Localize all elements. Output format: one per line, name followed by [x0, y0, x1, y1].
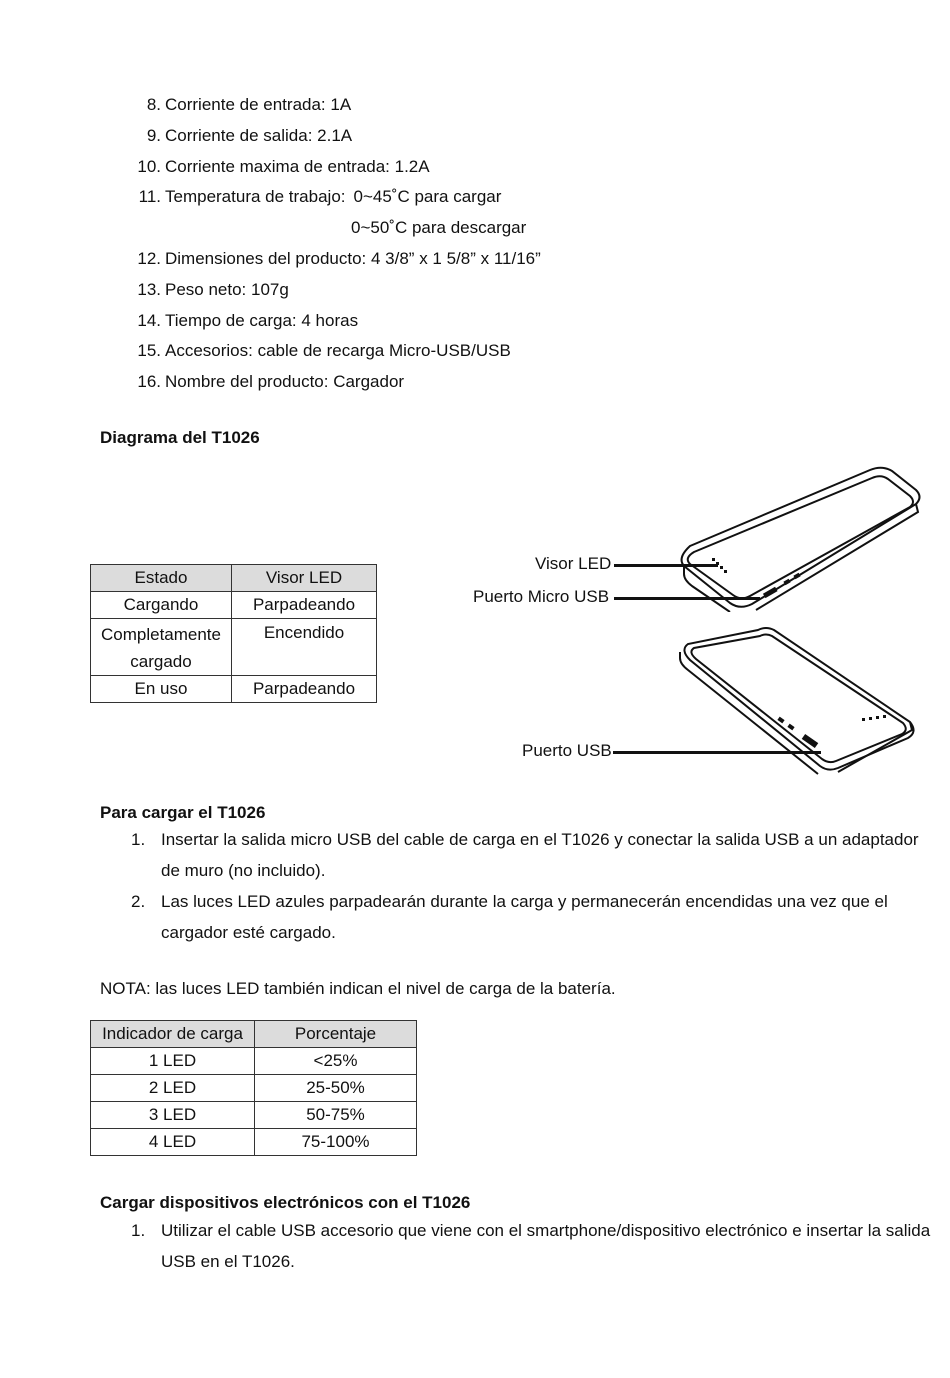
spec-item-continued [351, 218, 526, 238]
step-text: Utilizar el cable USB accesorio que viene con el smartphone/dispositivo electrónico e insertar la salida USB en el T1026. [161, 1221, 931, 1271]
spec-item [131, 372, 404, 392]
table-row [91, 676, 377, 703]
spec-number: 10. [137, 157, 161, 176]
table-cell: Cargando [91, 592, 232, 619]
spec-item [131, 157, 430, 177]
spec-item [131, 341, 511, 361]
diagram-heading: Diagrama del T1026 [100, 428, 260, 447]
spec-text: Corriente de salida: 2.1A [165, 126, 353, 145]
spec-item [131, 95, 351, 115]
step-text: Las luces LED azules parpadearán durante la carga y permanecerán encendidas una vez que el cargador esté cargado. [161, 892, 888, 942]
table-row [91, 1075, 417, 1102]
spec-item [131, 280, 289, 300]
table-row [91, 1129, 417, 1156]
table-cell: En uso [91, 676, 232, 703]
step-number: 2. [131, 892, 146, 911]
spec-text: Corriente de entrada: 1A [165, 95, 352, 114]
spec-text: Nombre del producto: Cargador [165, 372, 405, 391]
spec-number: 13. [137, 280, 161, 299]
table-cell: 75-100% [255, 1129, 417, 1156]
spec-text: Corriente maxima de entrada: 1.2A [165, 157, 430, 176]
table-cell: <25% [255, 1048, 417, 1075]
power-bank-top-illustration [670, 462, 930, 612]
table-cell: 25-50% [255, 1075, 417, 1102]
spec-text: Peso neto: 107g [165, 280, 289, 299]
callout-usb-port: Puerto USB [522, 741, 612, 760]
spec-item [131, 126, 352, 146]
table-row [91, 619, 377, 676]
spec-number: 14. [137, 311, 161, 330]
table-cell: 1 LED [91, 1048, 255, 1075]
charging-step [131, 824, 936, 886]
devices-step [131, 1215, 936, 1277]
spec-value: 0~50˚C para descargar [351, 218, 527, 237]
spec-text: Temperatura de trabajo: [165, 187, 346, 206]
table-cell: Completamente cargado [91, 619, 232, 676]
table-cell: 50-75% [255, 1102, 417, 1129]
table-cell: 2 LED [91, 1075, 255, 1102]
spec-number: 8. [146, 95, 161, 114]
table-cell: Parpadeando [232, 676, 377, 703]
status-table-header: Visor LED [232, 565, 377, 592]
table-row [91, 592, 377, 619]
table-cell: 4 LED [91, 1129, 255, 1156]
status-table [90, 564, 377, 703]
spec-number: 11. [138, 187, 161, 206]
step-text: Insertar la salida micro USB del cable de carga en el T1026 y conectar la salida USB a un adaptador de muro (no incluido). [161, 830, 919, 880]
table-cell: Parpadeando [232, 592, 377, 619]
callout-micro-usb-port: Puerto Micro USB [473, 587, 610, 606]
devices-heading: Cargar dispositivos electrónicos con el T1026 [100, 1193, 471, 1212]
charging-step [131, 886, 936, 948]
spec-text: Tiempo de carga: 4 horas [165, 311, 359, 330]
callout-leader-line [614, 564, 718, 567]
spec-item [131, 187, 501, 207]
table-row [91, 1048, 417, 1075]
step-number: 1. [131, 830, 146, 849]
level-table-header: Indicador de carga [91, 1021, 255, 1048]
spec-number: 9. [146, 126, 161, 145]
spec-item [131, 249, 541, 269]
table-cell: 3 LED [91, 1102, 255, 1129]
charge-level-table [90, 1020, 417, 1156]
callout-leader-line [614, 597, 760, 600]
callout-led-display: Visor LED [535, 554, 612, 573]
spec-value: 0~45˚C para cargar [353, 187, 502, 206]
step-number: 1. [131, 1221, 146, 1240]
callout-leader-line [613, 751, 821, 754]
table-cell: Encendido [232, 619, 377, 676]
spec-text: Accesorios: cable de recarga Micro-USB/USB [165, 341, 511, 360]
spec-number: 16. [137, 372, 161, 391]
charging-heading: Para cargar el T1026 [100, 803, 266, 822]
spec-item [131, 311, 358, 331]
spec-number: 15. [137, 341, 161, 360]
note-text: NOTA: las luces LED también indican el nivel de carga de la batería. [100, 979, 616, 998]
level-table-header: Porcentaje [255, 1021, 417, 1048]
spec-text: Dimensiones del producto: 4 3/8” x 1 5/8” x 11/16” [165, 249, 541, 268]
spec-number: 12. [137, 249, 161, 268]
table-row [91, 1102, 417, 1129]
status-table-header: Estado [91, 565, 232, 592]
